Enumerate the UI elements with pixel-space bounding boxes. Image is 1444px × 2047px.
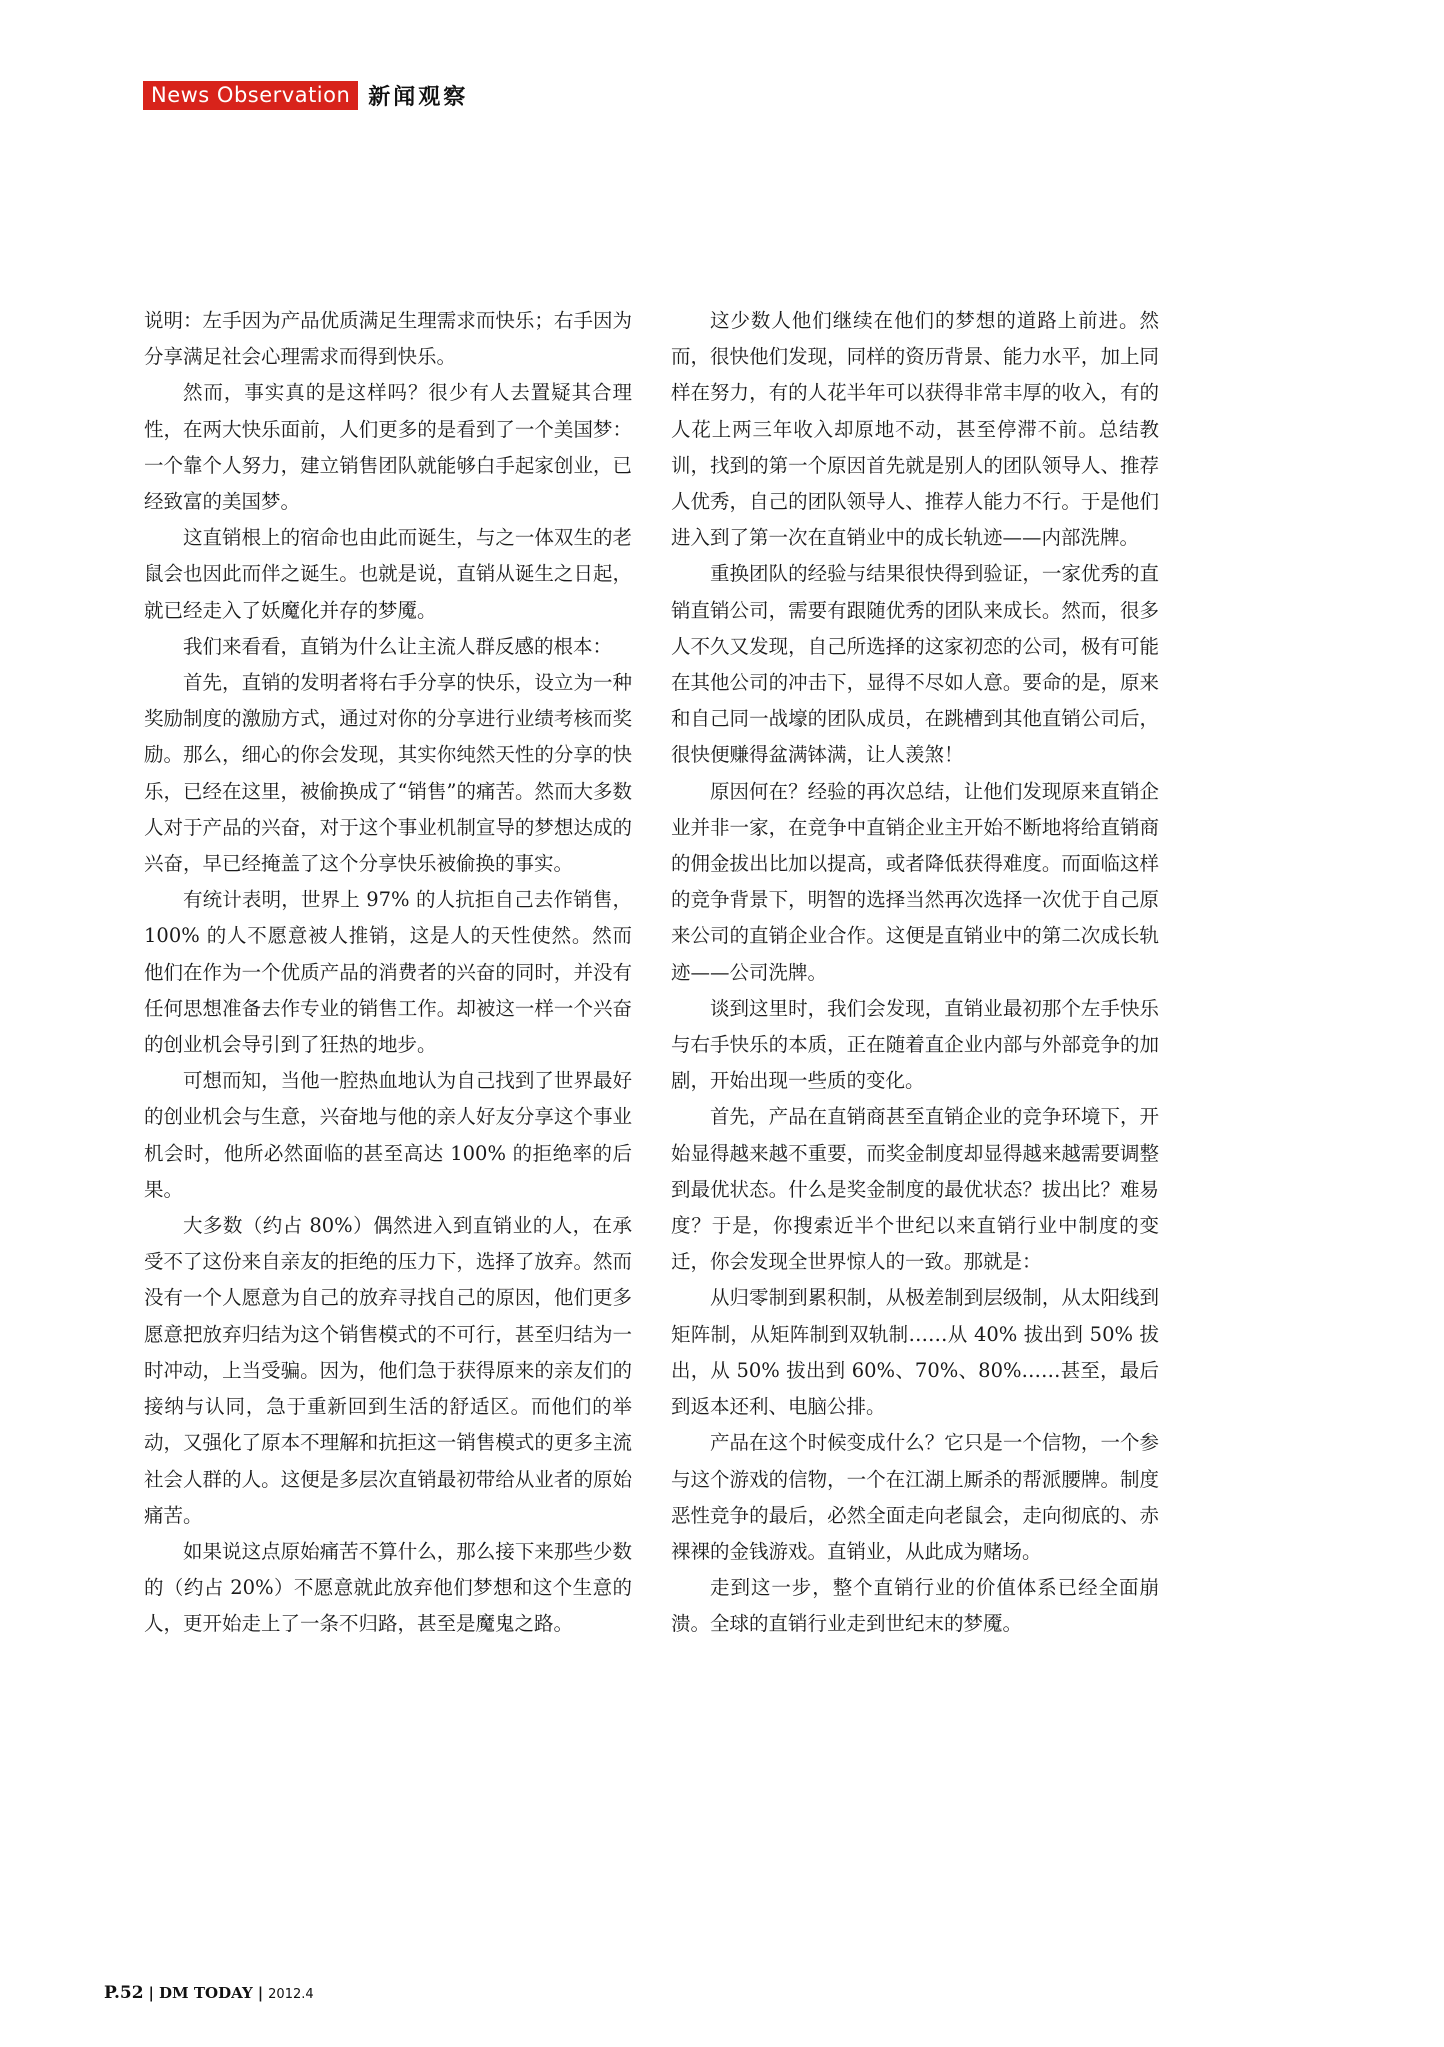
paragraph: 首先，产品在直销商甚至直销企业的竞争环境下，开始显得越来越不重要，而奖金制度却显得越来越需要调整到最优状态。什么是奖金制度的最优状态？拔出比？难易度？于是，你搜索近半个世纪以来直销行业中制度的变迁，你会发现全世界惊人的一致。那就是： xyxy=(671,1105,1159,1274)
paragraph: 从归零制到累积制，从极差制到层级制，从太阳线到矩阵制，从矩阵制到双轨制……从 40% 拔出到 50% 拔出，从 50% 拔出到 60%、70%、80%……甚至，最后到返本还利、电脑公排。 xyxy=(671,1286,1159,1419)
page-footer xyxy=(104,1983,314,2003)
paragraph: 大多数（约占 80%）偶然进入到直销业的人，在承受不了这份来自亲友的拒绝的压力下，选择了放弃。然而没有一个人愿意为自己的放弃寻找自己的原因，他们更多愿意把放弃归结为这个销售模式的不可行，甚至归结为一时冲动，上当受骗。因为，他们急于获得原来的亲友们的接纳与认同，急于重新回到生活的舒适区。而他们的举动，又强化了原本不理解和抗拒这一销售模式的更多主流社会人群的人。这便是多层次直销最初带给从业者的原始痛苦。 xyxy=(144,1214,632,1527)
right-column xyxy=(671,303,1159,1643)
paragraph: 这直销根上的宿命也由此而诞生，与之一体双生的老鼠会也因此而伴之诞生。也就是说，直销从诞生之日起，就已经走入了妖魔化并存的梦魇。 xyxy=(144,526,632,622)
paragraph: 重换团队的经验与结果很快得到验证，一家优秀的直销直销公司，需要有跟随优秀的团队来成长。然而，很多人不久又发现，自己所选择的这家初恋的公司，极有可能在其他公司的冲击下，显得不尽如人意。要命的是，原来和自己同一战壕的团队成员，在跳槽到其他直销公司后，很快便赚得盆满钵满，让人羡煞！ xyxy=(671,562,1159,767)
section-title: 新闻观察 xyxy=(368,85,469,110)
paragraph: 这少数人他们继续在他们的梦想的道路上前进。然而，很快他们发现，同样的资历背景、能力水平，加上同样在努力，有的人花半年可以获得非常丰厚的收入，有的人花上两三年收入却原地不动，甚至停滞不前。总结教训，找到的第一个原因首先就是别人的团队领导人、推荐人优秀，自己的团队领导人、推荐人能力不行。于是他们进入到了第一次在直销业中的成长轨迹——内部洗牌。 xyxy=(671,309,1159,550)
paragraph: 首先，直销的发明者将右手分享的快乐，设立为一种奖励制度的激励方式，通过对你的分享进行业绩考核而奖励。那么，细心的你会发现，其实你纯然天性的分享的快乐，已经在这里，被偷换成了“销售”的痛苦。然而大多数人对于产品的兴奋，对于这个事业机制宣导的梦想达成的兴奋，早已经掩盖了这个分享快乐被偷换的事实。 xyxy=(144,671,632,876)
paragraph: 可想而知，当他一腔热血地认为自己找到了世界最好的创业机会与生意，兴奋地与他的亲人好友分享这个事业机会时，他所必然面临的甚至高达 100% 的拒绝率的后果。 xyxy=(144,1069,632,1201)
paragraph: 产品在这个时候变成什么？它只是一个信物，一个参与这个游戏的信物，一个在江湖上厮杀的帮派腰牌。制度恶性竞争的最后，必然全面走向老鼠会，走向彻底的、赤裸裸的金钱游戏。直销业，从此成为赌场。 xyxy=(671,1431,1159,1563)
issue-date: 2012.4 xyxy=(268,1987,314,2002)
paragraph: 原因何在？经验的再次总结，让他们发现原来直销企业并非一家，在竞争中直销企业主开始不断地将给直销商的佣金拔出比加以提高，或者降低获得难度。而面临这样的竞争背景下，明智的选择当然再次选择一次优于自己原来公司的直销企业合作。这便是直销业中的第二次成长轨迹——公司洗牌。 xyxy=(671,779,1159,984)
paragraph: 说明：左手因为产品优质满足生理需求而快乐；右手因为分享满足社会心理需求而得到快乐。 xyxy=(144,309,632,369)
paragraph: 我们来看看，直销为什么让主流人群反感的根本： xyxy=(183,634,613,658)
paragraph: 谈到这里时，我们会发现，直销业最初那个左手快乐与右手快乐的本质，正在随着直企业内部与外部竞争的加剧，开始出现一些质的变化。 xyxy=(671,996,1159,1093)
paragraph: 然而，事实真的是这样吗？很少有人去置疑其合理性，在两大快乐面前，人们更多的是看到了一个美国梦：一个靠个人努力，建立销售团队就能够白手起家创业，已经致富的美国梦。 xyxy=(144,381,632,514)
page-number: P.52 xyxy=(104,1983,144,2003)
paragraph: 如果说这点原始痛苦不算什么，那么接下来那些少数的（约占 20%）不愿意就此放弃他们梦想和这个生意的人，更开始走上了一条不归路，甚至是魔鬼之路。 xyxy=(144,1539,632,1636)
footer-separator: | xyxy=(257,1984,264,2002)
magazine-name: DM TODAY xyxy=(159,1984,253,2002)
section-header xyxy=(143,81,468,110)
paragraph: 走到这一步，整个直销行业的价值体系已经全面崩溃。全球的直销行业走到世纪末的梦魇。 xyxy=(671,1576,1159,1636)
footer-separator: | xyxy=(148,1984,155,2002)
paragraph: 有统计表明，世界上 97% 的人抗拒自己去作销售，100% 的人不愿意被人推销，这是人的天性使然。然而他们在作为一个优质产品的消费者的兴奋的同时，并没有任何思想准备去作专业的销售工作。却被这一样一个兴奋的创业机会导引到了狂热的地步。 xyxy=(144,888,632,1057)
left-column xyxy=(144,303,632,1643)
section-tag: News Observation xyxy=(143,81,358,110)
